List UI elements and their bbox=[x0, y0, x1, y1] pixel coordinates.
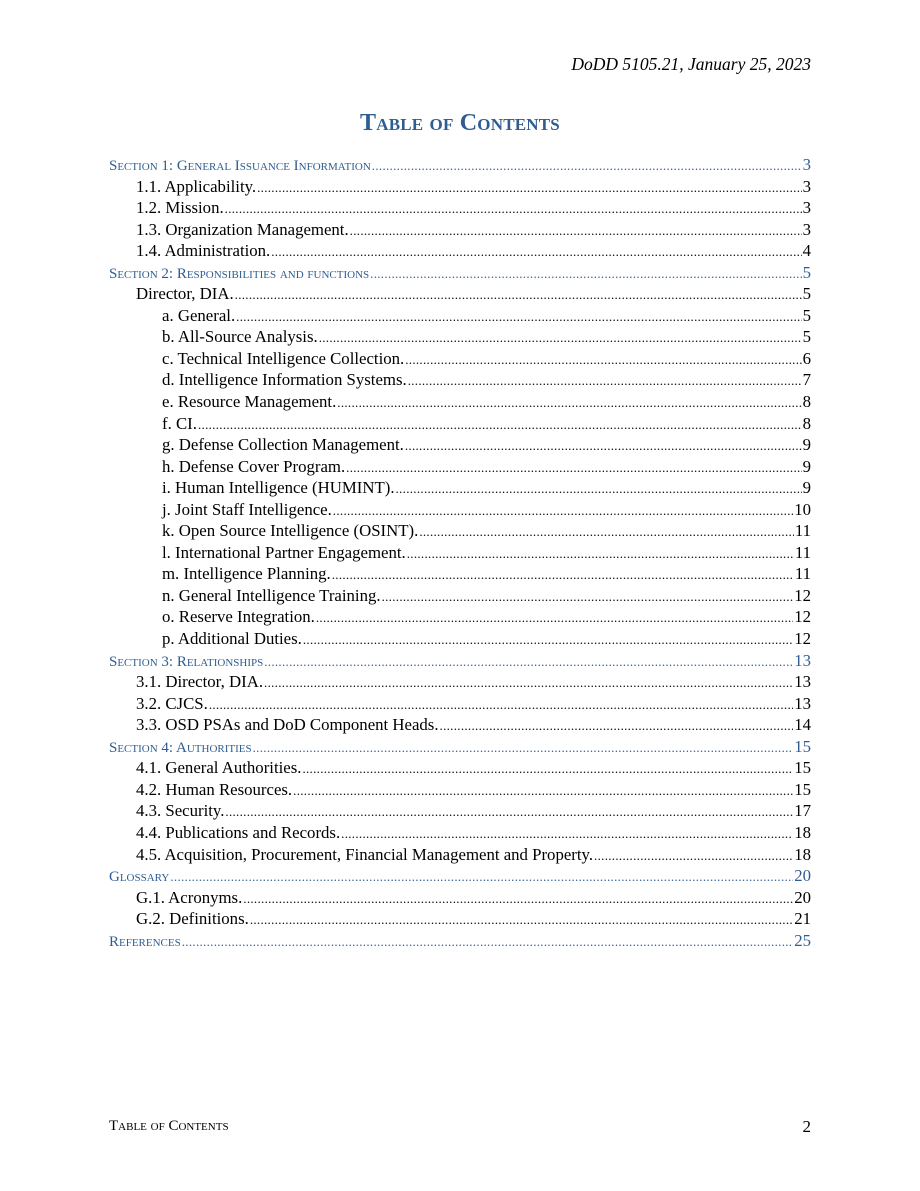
toc-entry-link[interactable] bbox=[109, 414, 811, 436]
toc-entry-label: Director, DIA. bbox=[136, 284, 234, 304]
toc-page-number: 13 bbox=[794, 650, 811, 670]
toc-entry-link[interactable] bbox=[109, 370, 811, 392]
dot-leader bbox=[303, 632, 793, 648]
toc-entry-link[interactable] bbox=[109, 500, 811, 522]
dot-leader bbox=[419, 524, 794, 540]
toc-page-number: 12 bbox=[794, 585, 811, 605]
page-title: Table of Contents bbox=[360, 110, 560, 136]
footer-page-number: 2 bbox=[802, 1117, 811, 1136]
toc-entry-label: a. General. bbox=[162, 305, 236, 325]
table-of-contents bbox=[109, 155, 811, 952]
dot-leader bbox=[594, 848, 793, 864]
toc-entry-label: b. All-Source Analysis. bbox=[162, 327, 318, 347]
toc-entry-link[interactable] bbox=[109, 457, 811, 479]
toc-page-number: 15 bbox=[794, 779, 811, 799]
toc-entry-label: 3.1. Director, DIA. bbox=[136, 672, 264, 692]
toc-page-number: 3 bbox=[802, 176, 811, 196]
toc-page-number: 5 bbox=[802, 327, 811, 347]
toc-page-number: 20 bbox=[794, 887, 811, 907]
toc-page-number: 3 bbox=[802, 198, 811, 218]
dot-leader bbox=[257, 180, 802, 196]
toc-entry-link[interactable] bbox=[109, 241, 811, 263]
toc-entry-link[interactable] bbox=[109, 823, 811, 845]
toc-entry-link[interactable] bbox=[109, 586, 811, 608]
toc-page-number: 5 bbox=[802, 262, 811, 282]
toc-page-number: 18 bbox=[794, 844, 811, 864]
toc-page-number: 15 bbox=[794, 758, 811, 778]
toc-page-number: 10 bbox=[794, 499, 811, 519]
toc-entry-link[interactable] bbox=[109, 845, 811, 867]
toc-entry-link[interactable] bbox=[109, 306, 811, 328]
toc-page-number: 13 bbox=[794, 693, 811, 713]
dot-leader bbox=[198, 417, 802, 433]
toc-section-link[interactable] bbox=[109, 263, 811, 285]
toc-page-number: 9 bbox=[802, 478, 811, 498]
dot-leader bbox=[370, 266, 801, 282]
footer-section-label: Table of Contents bbox=[109, 1118, 229, 1134]
toc-page-number: 3 bbox=[802, 155, 811, 174]
dot-leader bbox=[293, 783, 793, 799]
dot-leader bbox=[408, 373, 802, 389]
toc-page-number: 21 bbox=[794, 909, 811, 929]
toc-entry-label: References bbox=[109, 933, 181, 950]
dot-leader bbox=[319, 330, 802, 346]
toc-entry-label: k. Open Source Intelligence (OSINT). bbox=[162, 521, 419, 541]
toc-entry-link[interactable] bbox=[109, 715, 811, 737]
toc-entry-link[interactable] bbox=[109, 607, 811, 629]
toc-entry-label: f. CI. bbox=[162, 413, 197, 433]
toc-entry-label: n. General Intelligence Training. bbox=[162, 585, 381, 605]
toc-entry-label: 3.3. OSD PSAs and DoD Component Heads. bbox=[136, 715, 439, 735]
toc-page-number: 7 bbox=[802, 370, 811, 390]
toc-entry-label: Section 1: General Issuance Information bbox=[109, 158, 371, 174]
toc-page-number: 20 bbox=[794, 866, 811, 886]
toc-entry-label: 3.2. CJCS. bbox=[136, 693, 208, 713]
dot-leader bbox=[264, 654, 793, 670]
toc-entry-link[interactable] bbox=[109, 349, 811, 371]
toc-entry-link[interactable] bbox=[109, 801, 811, 823]
dot-leader bbox=[350, 223, 802, 239]
toc-entry-label: p. Additional Duties. bbox=[162, 629, 302, 649]
dot-leader bbox=[407, 546, 794, 562]
dot-leader bbox=[271, 244, 801, 260]
toc-entry-link[interactable] bbox=[109, 435, 811, 457]
toc-entry-link[interactable] bbox=[109, 564, 811, 586]
dot-leader bbox=[382, 589, 794, 605]
dot-leader bbox=[250, 912, 793, 928]
toc-entry-label: 4.5. Acquisition, Procurement, Financial Management and Property. bbox=[136, 844, 594, 864]
toc-entry-link[interactable] bbox=[109, 177, 811, 199]
toc-page-number: 6 bbox=[802, 348, 811, 368]
dot-leader bbox=[225, 201, 802, 217]
dot-leader bbox=[332, 567, 794, 583]
toc-entry-label: 1.1. Applicability. bbox=[136, 176, 257, 196]
toc-page-number: 3 bbox=[802, 219, 811, 239]
toc-entry-link[interactable] bbox=[109, 392, 811, 414]
toc-page-number: 11 bbox=[794, 521, 811, 541]
toc-entry-label: 4.3. Security. bbox=[136, 801, 225, 821]
toc-section-link[interactable] bbox=[109, 155, 811, 177]
document-reference: DoDD 5105.21, January 25, 2023 bbox=[571, 54, 811, 74]
toc-page-number: 11 bbox=[794, 564, 811, 584]
dot-leader bbox=[396, 481, 802, 497]
dot-leader bbox=[243, 891, 793, 907]
toc-page-number: 13 bbox=[794, 672, 811, 692]
toc-page-number: 9 bbox=[802, 435, 811, 455]
toc-page-number: 4 bbox=[802, 241, 811, 261]
dot-leader bbox=[235, 287, 802, 303]
toc-entry-link[interactable] bbox=[109, 758, 811, 780]
toc-entry-link[interactable] bbox=[109, 694, 811, 716]
dot-leader bbox=[341, 826, 793, 842]
dot-leader bbox=[316, 610, 793, 626]
toc-section-link[interactable] bbox=[109, 931, 811, 953]
dot-leader bbox=[225, 804, 793, 820]
toc-page-number: 15 bbox=[794, 736, 811, 756]
toc-entry-link[interactable] bbox=[109, 284, 811, 306]
toc-entry-link[interactable] bbox=[109, 220, 811, 242]
toc-page-number: 9 bbox=[802, 456, 811, 476]
toc-entry-link[interactable] bbox=[109, 888, 811, 910]
toc-page-number: 12 bbox=[794, 607, 811, 627]
toc-entry-label: 4.4. Publications and Records. bbox=[136, 822, 341, 842]
dot-leader bbox=[253, 740, 794, 756]
toc-entry-link[interactable] bbox=[109, 780, 811, 802]
toc-page-number: 12 bbox=[794, 629, 811, 649]
toc-entry-label: e. Resource Management. bbox=[162, 392, 337, 412]
toc-page-number: 14 bbox=[794, 715, 811, 735]
dot-leader bbox=[372, 158, 802, 174]
toc-entry-label: l. International Partner Engagement. bbox=[162, 542, 406, 562]
toc-entry-label: c. Technical Intelligence Collection. bbox=[162, 348, 405, 368]
toc-entry-label: 1.4. Administration. bbox=[136, 241, 271, 261]
dot-leader bbox=[405, 438, 802, 454]
toc-entry-label: G.2. Definitions. bbox=[136, 909, 249, 929]
toc-entry-link[interactable] bbox=[109, 909, 811, 931]
toc-entry-label: Glossary bbox=[109, 869, 170, 886]
dot-leader bbox=[264, 675, 793, 691]
toc-entry-label: Section 4: Authorities bbox=[109, 739, 252, 756]
dot-leader bbox=[440, 718, 794, 734]
toc-entry-label: i. Human Intelligence (HUMINT). bbox=[162, 478, 395, 498]
toc-page-number: 25 bbox=[794, 930, 811, 950]
toc-entry-link[interactable] bbox=[109, 672, 811, 694]
toc-page-number: 11 bbox=[794, 542, 811, 562]
toc-entry-label: o. Reserve Integration. bbox=[162, 607, 315, 627]
toc-page-number: 5 bbox=[802, 305, 811, 325]
toc-entry-label: Section 2: Responsibilities and functions bbox=[109, 265, 370, 282]
toc-entry-label: g. Defense Collection Management. bbox=[162, 435, 404, 455]
toc-entry-link[interactable] bbox=[109, 629, 811, 651]
toc-entry-label: G.1. Acronyms. bbox=[136, 887, 243, 907]
dot-leader bbox=[302, 761, 793, 777]
dot-leader bbox=[209, 697, 793, 713]
toc-entry-label: d. Intelligence Information Systems. bbox=[162, 370, 407, 390]
toc-page-number: 17 bbox=[794, 801, 811, 821]
toc-section-link[interactable] bbox=[109, 737, 811, 759]
toc-page-number: 5 bbox=[802, 284, 811, 304]
toc-page-number: 18 bbox=[794, 822, 811, 842]
toc-entry-label: 1.3. Organization Management. bbox=[136, 219, 349, 239]
toc-entry-link[interactable] bbox=[109, 521, 811, 543]
dot-leader bbox=[405, 352, 801, 368]
toc-page-number: 8 bbox=[802, 392, 811, 412]
dot-leader bbox=[333, 503, 793, 519]
toc-entry-label: 4.1. General Authorities. bbox=[136, 758, 302, 778]
toc-entry-label: 4.2. Human Resources. bbox=[136, 779, 293, 799]
dot-leader bbox=[182, 934, 793, 950]
toc-section-link[interactable] bbox=[109, 651, 811, 673]
toc-entry-link[interactable] bbox=[109, 478, 811, 500]
toc-entry-label: m. Intelligence Planning. bbox=[162, 564, 331, 584]
toc-entry-link[interactable] bbox=[109, 543, 811, 565]
toc-entry-link[interactable] bbox=[109, 327, 811, 349]
toc-entry-label: h. Defense Cover Program. bbox=[162, 456, 346, 476]
dot-leader bbox=[236, 309, 801, 325]
toc-entry-label: j. Joint Staff Intelligence. bbox=[162, 499, 332, 519]
dot-leader bbox=[170, 869, 793, 885]
toc-page-number: 8 bbox=[802, 413, 811, 433]
toc-entry-label: 1.2. Mission. bbox=[136, 198, 224, 218]
toc-entry-label: Section 3: Relationships bbox=[109, 653, 264, 670]
toc-section-link[interactable] bbox=[109, 866, 811, 888]
dot-leader bbox=[346, 460, 801, 476]
toc-entry-link[interactable] bbox=[109, 198, 811, 220]
dot-leader bbox=[337, 395, 801, 411]
